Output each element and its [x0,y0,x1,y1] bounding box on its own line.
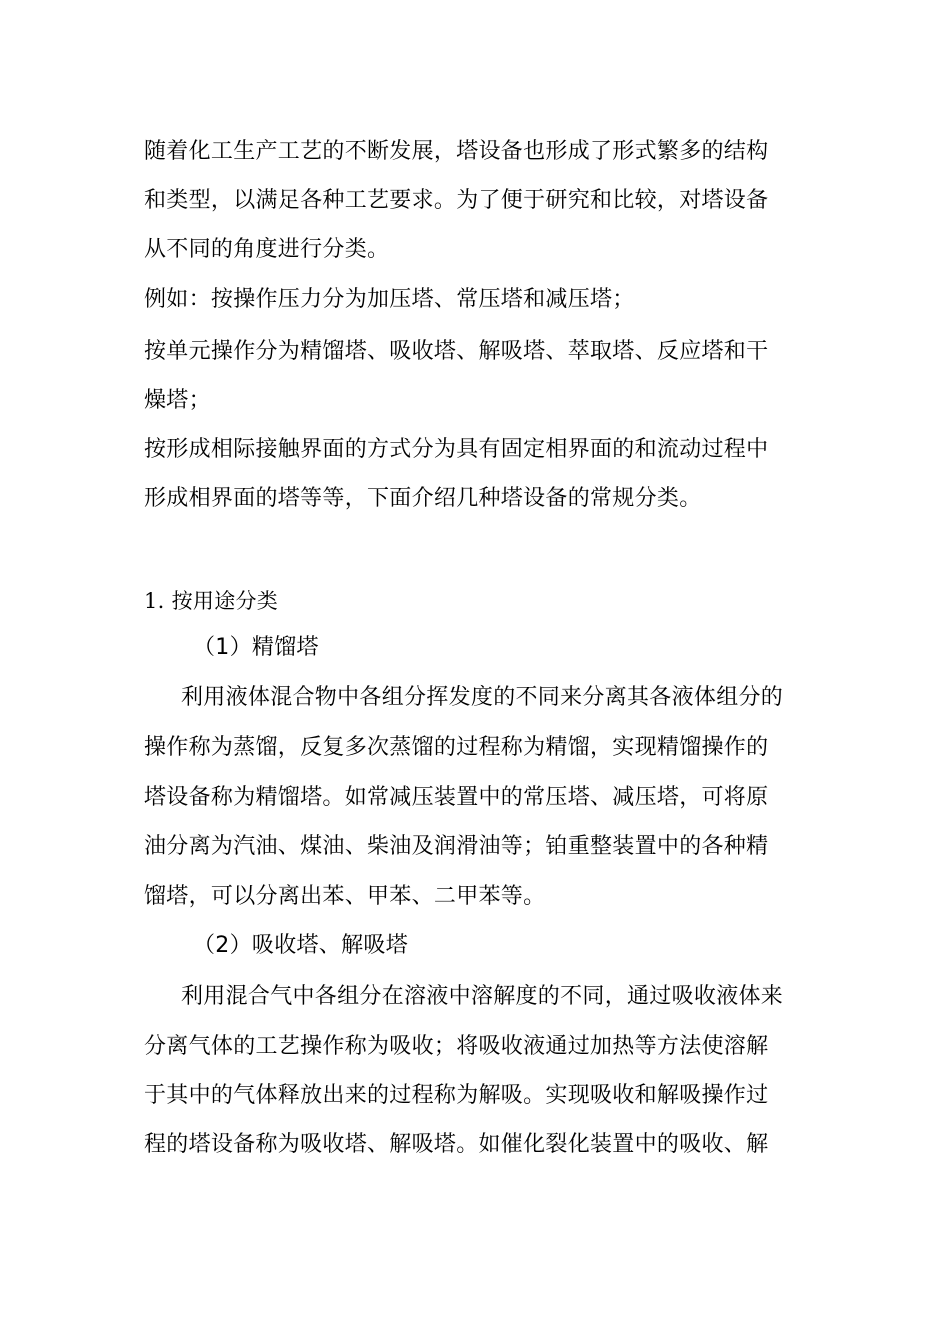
intro-line: 从不同的角度进行分类。 [144,237,390,262]
paragraph-line: 塔设备称为精馏塔。如常减压装置中的常压塔、减压塔，可将原 [144,785,769,810]
intro-line: 随着化工生产工艺的不断发展，塔设备也形成了形式繁多的结构 [144,139,769,164]
paragraph-line: 油分离为汽油、煤油、柴油及润滑油等；铂重整装置中的各种精 [144,834,769,859]
intro-line: 和类型，以满足各种工艺要求。为了便于研究和比较，对塔设备 [144,188,769,213]
example-interface: 形成相界面的塔等等，下面介绍几种塔设备的常规分类。 [144,486,702,511]
paragraph-line: 程的塔设备称为吸收塔、解吸塔。如催化裂化装置中的吸收、解 [144,1132,769,1157]
paragraph-line: 馏塔，可以分离出苯、甲苯、二甲苯等。 [144,884,546,909]
paragraph-line: 分离气体的工艺操作称为吸收；将吸收液通过加热等方法使溶解 [144,1034,769,1059]
paragraph-line: 利用液体混合物中各组分挥发度的不同来分离其各液体组分的 [181,685,784,710]
subsection-title: （2）吸收塔、解吸塔 [193,933,408,958]
paragraph-line: 于其中的气体释放出来的过程称为解吸。实现吸收和解吸操作过 [144,1083,769,1108]
example-interface: 按形成相际接触界面的方式分为具有固定相界面的和流动过程中 [144,437,769,462]
paragraph-line: 操作称为蒸馏，反复多次蒸馏的过程称为精馏，实现精馏操作的 [144,735,769,760]
section-heading: 1. 按用途分类 [144,589,279,613]
example-unit-operation: 燥塔； [144,388,211,413]
subsection-title: （1）精馏塔 [193,635,319,660]
paragraph-line: 利用混合气中各组分在溶液中溶解度的不同，通过吸收液体来 [181,984,784,1009]
example-unit-operation: 按单元操作分为精馏塔、吸收塔、解吸塔、萃取塔、反应塔和干 [144,339,769,364]
example-pressure: 例如：按操作压力分为加压塔、常压塔和减压塔； [144,287,635,312]
